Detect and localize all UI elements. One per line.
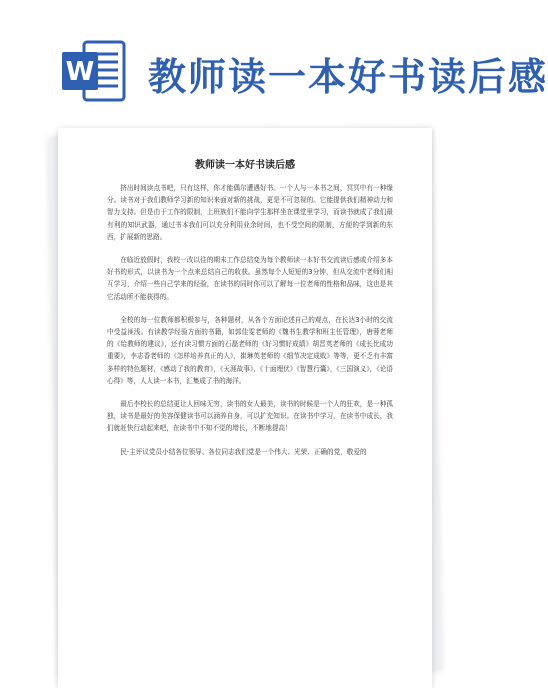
paragraph-1: 挤出时间读点书吧，只有这样，你才能偶尔遭遇好书。一个人与一本书之间，冥冥中有一种缘分。读书对于我们教师学习新的知识来面对新的挑战，更是不可忽视的。它能提供我们精神动力和智力支持。但是由于工作的限制，上班族们不能向学生那样坐在课堂里学习，而读书就成了我们最有利的知识武器，通过书本我们可以充分利用业余时间，也不受空间的限制，方便的学到新的东西，扩展新的思路。 [107, 184, 393, 241]
document-title: 教师读一本好书读后感 [195, 160, 295, 171]
document-body [107, 182, 393, 458]
paragraph-5: 民-主评议党员小结各位领导、各位同志我们党是一个伟大、光荣、正确的党，敬爱的 [120, 447, 367, 456]
paragraph-2: 在临近放假时，我校一改以往的期末工作总结变为每个教师读一本好书交流读后感或介绍多本好书的形式，以读书为一个点来总结自己的收获。虽然每个人短短的3分钟，但从交流中老师们相互学习，介绍一些自己学来的经验，在读书的同时你可以了解每一位老师的性格和品味，这也是其它活动所不能获得的。 [107, 256, 393, 301]
paragraph-3: 全校的每一位教师都积极参与，各种题材，从各个方面论述自己的观点，在长达3小时的交流中受益匪浅。有读教学经验方面的书籍，如郭佳雯老师的《魏书生教学和班主任管理》，唐蓉老师的《给教师的建议》，还有读习惯方面的石磊老师的《好习惯好成绩》胡晋英老师的《成长比成功重要》，李志香老师的《怎样培养真正的人》，崔琳英老师的《细节决定成败》等等，更不乏有丰富多样的特色题材，《感动了我的教育》，《天涯故事》，《十面埋伏》《智慧行囊》，《三国演义》，《论语心得》等，人人读一本书，汇集成了书的海洋。 [107, 315, 393, 385]
header-banner [0, 0, 548, 118]
paragraph-4: 最后李校长的总结更让人回味无穷，读书的女人最美，读书的时候是一个人的狂欢，是一种孤独，读书是最好的美容保健读书可以涵养自身，可以扩充知识。在读书中学习，在读书中成长，我们就赶快行动起来吧，在读书中不知不觉的增长，不断地提高！ [107, 400, 393, 433]
banner-title: 教师读一本好书读后感 [148, 54, 548, 99]
word-icon-letter: W [65, 57, 95, 87]
word-doc-icon [62, 40, 126, 102]
document-page [58, 128, 432, 688]
